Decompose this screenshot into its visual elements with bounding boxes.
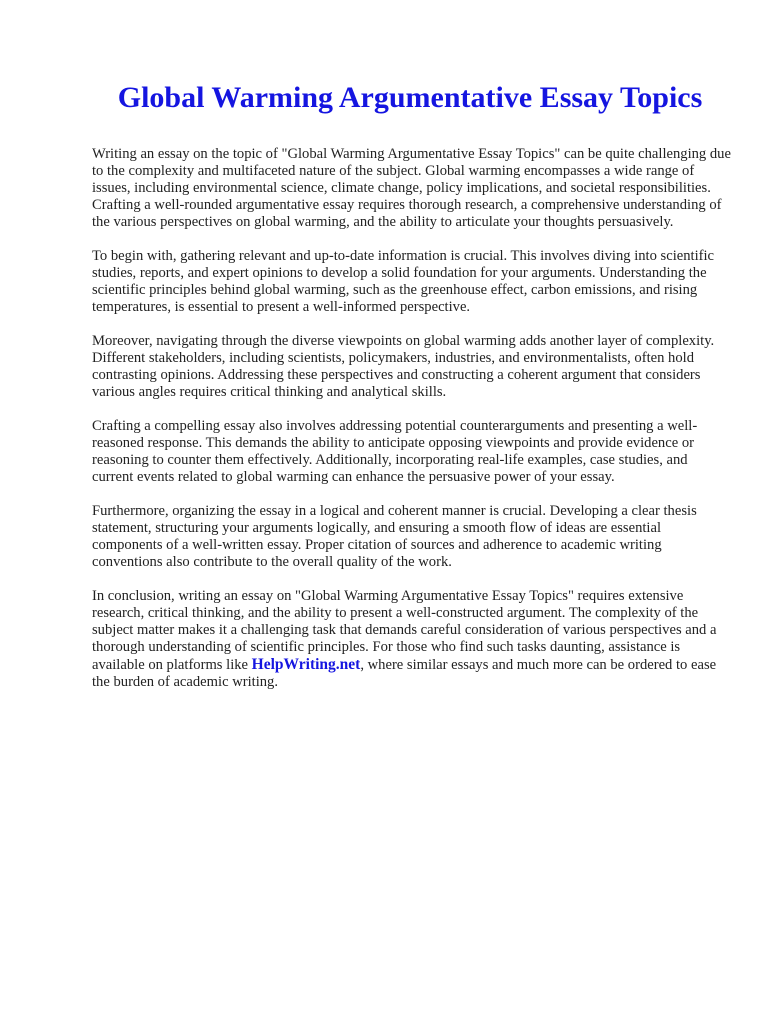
paragraph-organization: Furthermore, organizing the essay in a logical and coherent manner is crucial. Developing a clear thesis statement, structuring your arguments logically, and ensuring a smooth flow of ideas are essential components of a well-written essay. Proper citation of sources and adherence to academic writing conventions also contribute to the overall quality of the work. <box>92 503 697 570</box>
document-body <box>92 146 732 708</box>
paragraph-intro: Writing an essay on the topic of "Global Warming Argumentative Essay Topics" can be quite challenging due to the complexity and multifaceted nature of the subject. Global warming encompasses a wide range of issues, including environmental science, climate change, policy implications, and societal responsibilities. Crafting a well-rounded argumentative essay requires thorough research, a comprehensive understanding of the various perspectives on global warming, and the ability to articulate your thoughts persuasively. <box>92 146 731 230</box>
helpwriting-link[interactable]: HelpWriting.net <box>251 656 361 673</box>
paragraph-counterarguments: Crafting a compelling essay also involves addressing potential counterarguments and presenting a well-reasoned response. This demands the ability to anticipate opposing viewpoints and provide evidence or reasoning to counter them effectively. Additionally, incorporating real-life examples, case studies, and current events related to global warming can enhance the persuasive power of your essay. <box>92 418 698 485</box>
page-title: Global Warming Argumentative Essay Topics <box>117 81 703 114</box>
conclusion-text-after-link: , where similar essays and much more can be ordered to ease the burden of academic writing. <box>92 657 717 690</box>
paragraph-viewpoints: Moreover, navigating through the diverse viewpoints on global warming adds another layer of complexity. Different stakeholders, including scientists, policymakers, industries, and environmentalists, often hold contrasting opinions. Addressing these perspectives and constructing a coherent argument that considers various angles requires critical thinking and analytical skills. <box>92 333 715 400</box>
paragraph-conclusion <box>92 588 732 691</box>
paragraph-research: To begin with, gathering relevant and up-to-date information is crucial. This involves diving into scientific studies, reports, and expert opinions to develop a solid foundation for your arguments. Understanding the scientific principles behind global warming, such as the greenhouse effect, carbon emissions, and rising temperatures, is essential to present a well-informed perspective. <box>92 248 715 315</box>
conclusion-text-before-link: In conclusion, writing an essay on "Global Warming Argumentative Essay Topics" requires extensive research, critical thinking, and the ability to present a well-constructed argument. The complexity of the subject matter makes it a challenging task that demands careful consideration of various perspectives and a thorough understanding of scientific principles. For those who find such tasks daunting, assistance is available on platforms like <box>92 588 717 673</box>
